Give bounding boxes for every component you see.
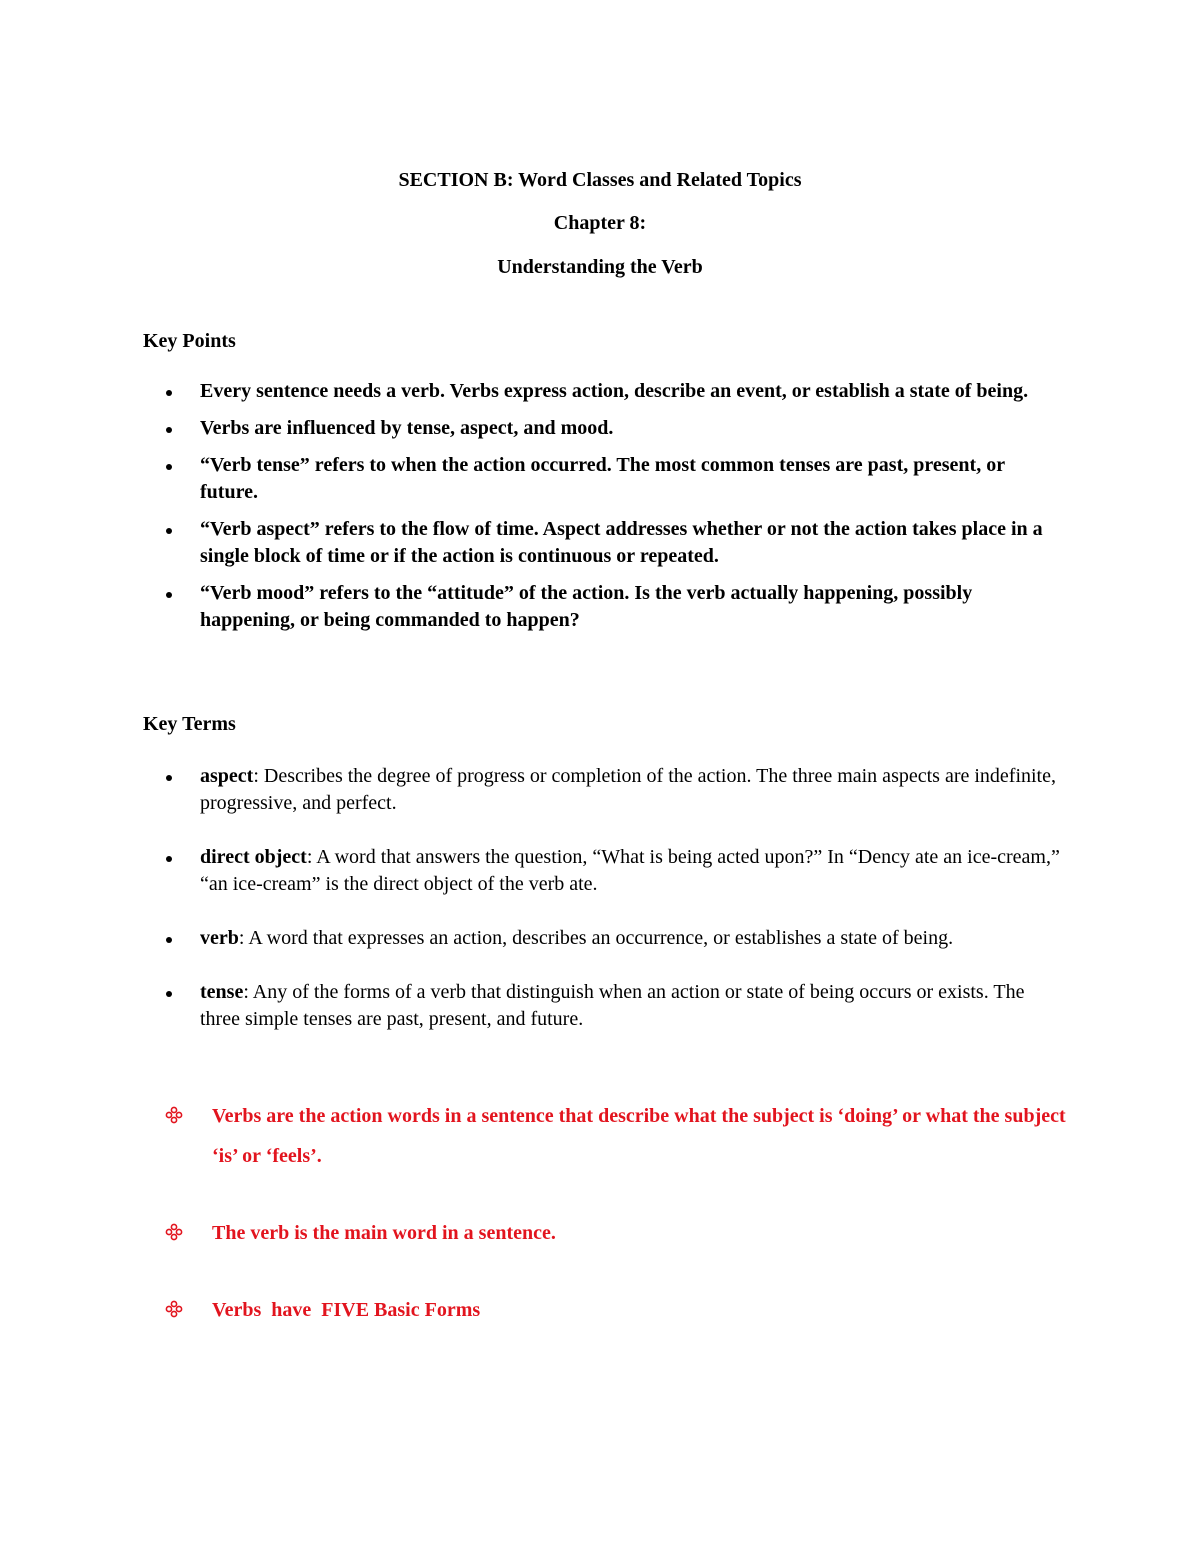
bullet-icon [166, 427, 172, 433]
bullet-icon [166, 775, 172, 781]
chapter-label: Chapter 8: [553, 212, 647, 234]
key-terms-list [143, 763, 1063, 1060]
section-title: SECTION B: Word Classes and Related Topics [398, 169, 802, 191]
note-item: Verbs are the action words in a sentence that describe what the subject is ‘doing’ or what the subject ‘is’ or ‘feels’. [165, 1096, 1085, 1176]
key-points-heading: Key Points [143, 330, 236, 352]
bullet-icon [166, 528, 172, 534]
key-terms-heading: Key Terms [143, 713, 236, 735]
red-notes-list [165, 1213, 1085, 1253]
bullet-icon [166, 592, 172, 598]
bullet-icon [166, 991, 172, 997]
term-name: direct object [200, 846, 307, 868]
diamond-bullet-icon [165, 1223, 183, 1241]
chapter-title: Understanding the Verb [497, 256, 703, 278]
bullet-icon [166, 937, 172, 943]
red-notes-list [165, 1096, 1085, 1176]
red-notes-list [165, 1290, 1085, 1330]
key-point-item: “Verb tense” refers to when the action occurred. The most common tenses are past, present, or future. [143, 452, 1063, 506]
note-item: The verb is the main word in a sentence. [165, 1213, 1085, 1253]
key-point-item: Every sentence needs a verb. Verbs express action, describe an event, or establish a state of being. [143, 378, 1063, 405]
diamond-bullet-icon [165, 1106, 183, 1124]
key-points-list [143, 378, 1063, 644]
key-point-item: “Verb mood” refers to the “attitude” of the action. Is the verb actually happening, possibly happening, or being commanded to happen? [143, 580, 1063, 634]
diamond-bullet-icon [165, 1300, 183, 1318]
term-definition: : A word that answers the question, “What is being acted upon?” In “Dency ate an ice-cream,” “an ice-cream” is the direct object of the verb ate. [200, 846, 1060, 895]
key-term-item [143, 925, 1063, 952]
term-name: tense [200, 981, 244, 1003]
key-term-item [143, 763, 1063, 817]
bullet-icon [166, 856, 172, 862]
key-point-item: Verbs are influenced by tense, aspect, and mood. [143, 415, 1063, 442]
term-name: verb [200, 927, 239, 949]
bullet-icon [166, 390, 172, 396]
key-term-item [143, 979, 1063, 1033]
term-definition: : Describes the degree of progress or completion of the action. The three main aspects are indefinite, progressive, and perfect. [200, 765, 1056, 814]
term-name: aspect [200, 765, 254, 787]
key-point-item: “Verb aspect” refers to the flow of time. Aspect addresses whether or not the action takes place in a single block of time or if the action is continuous or repeated. [143, 516, 1063, 570]
term-definition: : A word that expresses an action, describes an occurrence, or establishes a state of being. [238, 927, 954, 949]
note-item: Verbs have FIVE Basic Forms [165, 1290, 1085, 1330]
bullet-icon [166, 464, 172, 470]
term-definition: : Any of the forms of a verb that distinguish when an action or state of being occurs or exists. The three simple tenses are past, present, and future. [200, 981, 1025, 1030]
key-term-item [143, 844, 1063, 898]
